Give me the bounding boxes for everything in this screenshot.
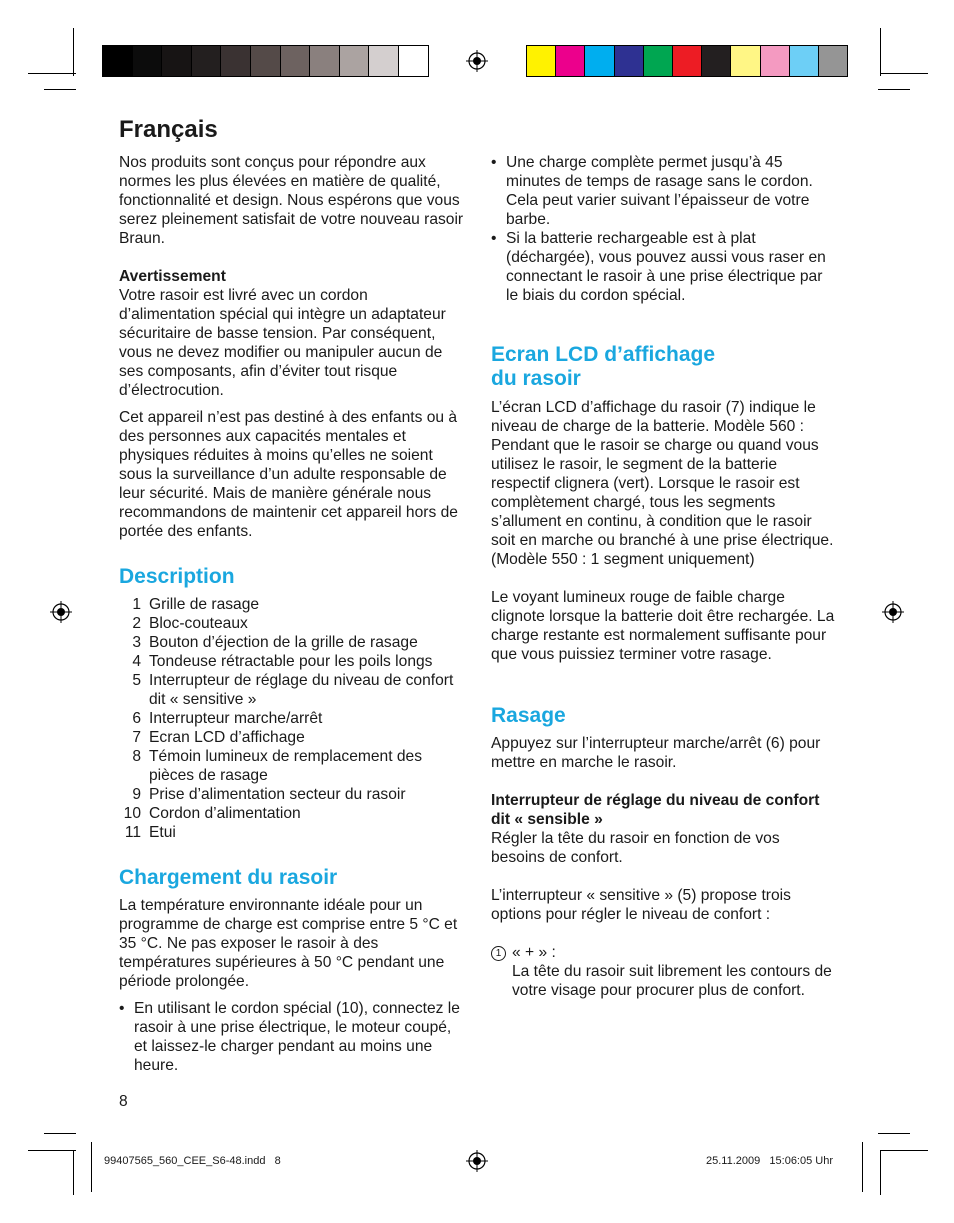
item-text: Bouton d’éjection de la grille de rasage [149,634,418,651]
crop-mark [880,1150,928,1151]
color-swatch [192,46,222,76]
item-number: 1 [132,596,141,613]
color-swatch [556,46,585,76]
shaving-heading: Rasage [491,704,566,727]
crop-mark [880,73,928,74]
lcd-note: (Modèle 550 : 1 segment uniquement) [491,551,755,568]
item-text: Tondeuse rétractable pour les poils longs [149,653,433,670]
list-item [119,804,464,823]
registration-mark-icon [882,601,904,623]
item-number: 11 [124,824,141,841]
color-swatch [103,46,133,76]
bullet-icon: • [491,154,497,171]
crop-mark [91,1142,92,1192]
bullet-icon: • [119,1000,125,1017]
item-number: 2 [132,615,141,632]
list-item [119,823,464,842]
page-title: Français [119,116,218,143]
color-swatch [399,46,428,76]
crop-mark [73,28,74,76]
color-swatch [310,46,340,76]
comfort-paragraph: Régler la tête du rasoir en fonction de vos besoins de confort. [491,830,780,866]
color-swatch [790,46,819,76]
description-heading: Description [119,565,235,588]
registration-mark-icon [466,1150,488,1172]
option-number-icon: 1 [491,946,506,961]
bullet-item [491,153,836,229]
flat-battery-text: Si la batterie rechargeable est à plat (déchargée), vous pouvez aussi vous raser en connectant le rasoir à une prise électrique par le biais du cordon spécial. [506,230,826,304]
process-color-bar [526,45,848,77]
crop-mark [44,89,76,90]
crop-mark [44,1133,76,1134]
color-swatch [761,46,790,76]
crop-mark [878,1133,910,1134]
list-item [119,671,464,709]
footer-timestamp: 25.11.2009 15:06:05 Uhr [706,1155,834,1167]
registration-mark-icon [50,601,72,623]
crop-mark [73,1150,74,1195]
item-number: 10 [123,805,141,822]
sensitive-paragraph: L’interrupteur « sensitive » (5) propose trois options pour régler le niveau de confort : [491,887,791,923]
option-text: La tête du rasoir suit librement les contours de votre visage pour procurer plus de confort. [512,963,832,999]
list-item [119,709,464,728]
option-label: « + » : [512,944,556,961]
color-swatch [731,46,760,76]
intro-paragraph: Nos produits sont conçus pour répondre aux normes les plus élevées en matière de qualité, fonctionnalité et design. Nous espérons que vous serez pleinement satisfait de votre nouveau rasoir Braun. [119,154,464,247]
color-swatch [702,46,731,76]
color-swatch [369,46,399,76]
list-item [119,633,464,652]
charge-duration-text: Une charge complète permet jusqu’à 45 minutes de temps de rasage sans le cordon. Cela peut varier suivant l’épaisseur de votre barbe. [506,154,813,228]
registration-mark-icon [466,50,488,72]
option-line [491,943,836,962]
crop-mark [862,1142,863,1192]
color-swatch [673,46,702,76]
color-swatch [615,46,644,76]
item-text: Ecran LCD d’affichage [149,729,305,746]
charging-bullet-text: En utilisant le cordon spécial (10), connectez le rasoir à une prise électrique, le moteur coupé, et laissez-le charger pendant au moins une heure. [134,1000,460,1074]
right-column [491,153,836,1000]
charging-heading: Chargement du rasoir [119,866,338,889]
list-item [119,595,464,614]
item-number: 7 [132,729,141,746]
item-text: Bloc-couteaux [149,615,248,632]
crop-mark [880,1150,881,1195]
list-item [119,614,464,633]
item-text: Prise d’alimentation secteur du rasoir [149,786,406,803]
bullet-icon: • [491,230,497,247]
crop-mark [28,73,76,74]
item-text: Témoin lumineux de remplacement des pièces de rasage [149,748,423,784]
footer-filename: 99407565_560_CEE_S6-48.indd 8 [104,1155,281,1167]
lcd-heading-line1: Ecran LCD d’affichage [491,343,716,366]
warning-paragraph: Votre rasoir est livré avec un cordon d’alimentation spécial qui intègre un adaptateur sécuritaire de basse tension. Par conséquent, vous ne devez modifier ou manipuler aucun de ses composants, afin d’éviter tout risque d’électrocution. [119,287,446,399]
item-text: Grille de rasage [149,596,260,613]
item-number: 6 [132,710,141,727]
crop-mark [880,28,881,76]
color-swatch [644,46,673,76]
warning-heading: Avertissement [119,268,226,285]
list-item [119,747,464,785]
item-number: 4 [132,653,141,670]
color-swatch [251,46,281,76]
low-charge-paragraph: Le voyant lumineux rouge de faible charge clignote lorsque la batterie doit être rechargée. La charge restante est normalement suffisante pour que vous puissiez terminer votre rasage. [491,589,835,663]
item-number: 9 [132,786,141,803]
color-swatch [133,46,163,76]
lcd-heading-line2: du rasoir [491,367,581,390]
list-item [119,785,464,804]
shaving-paragraph: Appuyez sur l’interrupteur marche/arrêt (6) pour mettre en marche le rasoir. [491,735,821,771]
list-item [119,652,464,671]
item-text: Interrupteur marche/arrêt [149,710,323,727]
page-number: 8 [119,1093,128,1110]
list-item [119,728,464,747]
crop-mark [878,89,910,90]
color-swatch [340,46,370,76]
bullet-item [119,999,464,1075]
charging-paragraph: La température environnante idéale pour un programme de charge est comprise entre 5 °C et 35 °C. Ne pas exposer le rasoir à des températures supérieures à 50 °C pendant une période prolongée. [119,897,458,990]
item-text: Etui [149,824,176,841]
color-swatch [162,46,192,76]
lcd-heading [491,343,836,391]
item-text: Cordon d’alimentation [149,805,301,822]
color-swatch [281,46,311,76]
children-paragraph: Cet appareil n’est pas destiné à des enfants ou à des personnes aux capacités mentales et physiques réduites à moins qu’elles ne soient sous la surveillance d’un adulte responsable de leur sécurité. Mais de manière générale nous recommandons de maintenir cet appareil hors de portée des enfants. [119,409,458,540]
color-swatch [819,46,847,76]
color-swatch [221,46,251,76]
left-column [119,153,464,1075]
crop-mark [28,1150,76,1151]
item-number: 3 [132,634,141,651]
color-swatch [585,46,614,76]
item-number: 8 [132,748,141,765]
bullet-item [491,229,836,305]
item-number: 5 [132,672,141,689]
lcd-paragraph: L’écran LCD d’affichage du rasoir (7) indique le niveau de charge de la batterie. Modèle 560 : Pendant que le rasoir se charge ou quand vous utilisez le rasoir, le segment de la batterie respectif clignera (vert). Lorsque le rasoir est complètement chargé, tous les segments s’allument en continu, à condition que le rasoir soit en marche ou branché à une prise électrique. [491,399,834,549]
item-text: Interrupteur de réglage du niveau de confort dit « sensitive » [149,672,454,708]
grayscale-color-bar [102,45,429,77]
comfort-heading: Interrupteur de réglage du niveau de confort dit « sensible » [491,792,820,828]
color-swatch [527,46,556,76]
description-list [119,595,464,842]
